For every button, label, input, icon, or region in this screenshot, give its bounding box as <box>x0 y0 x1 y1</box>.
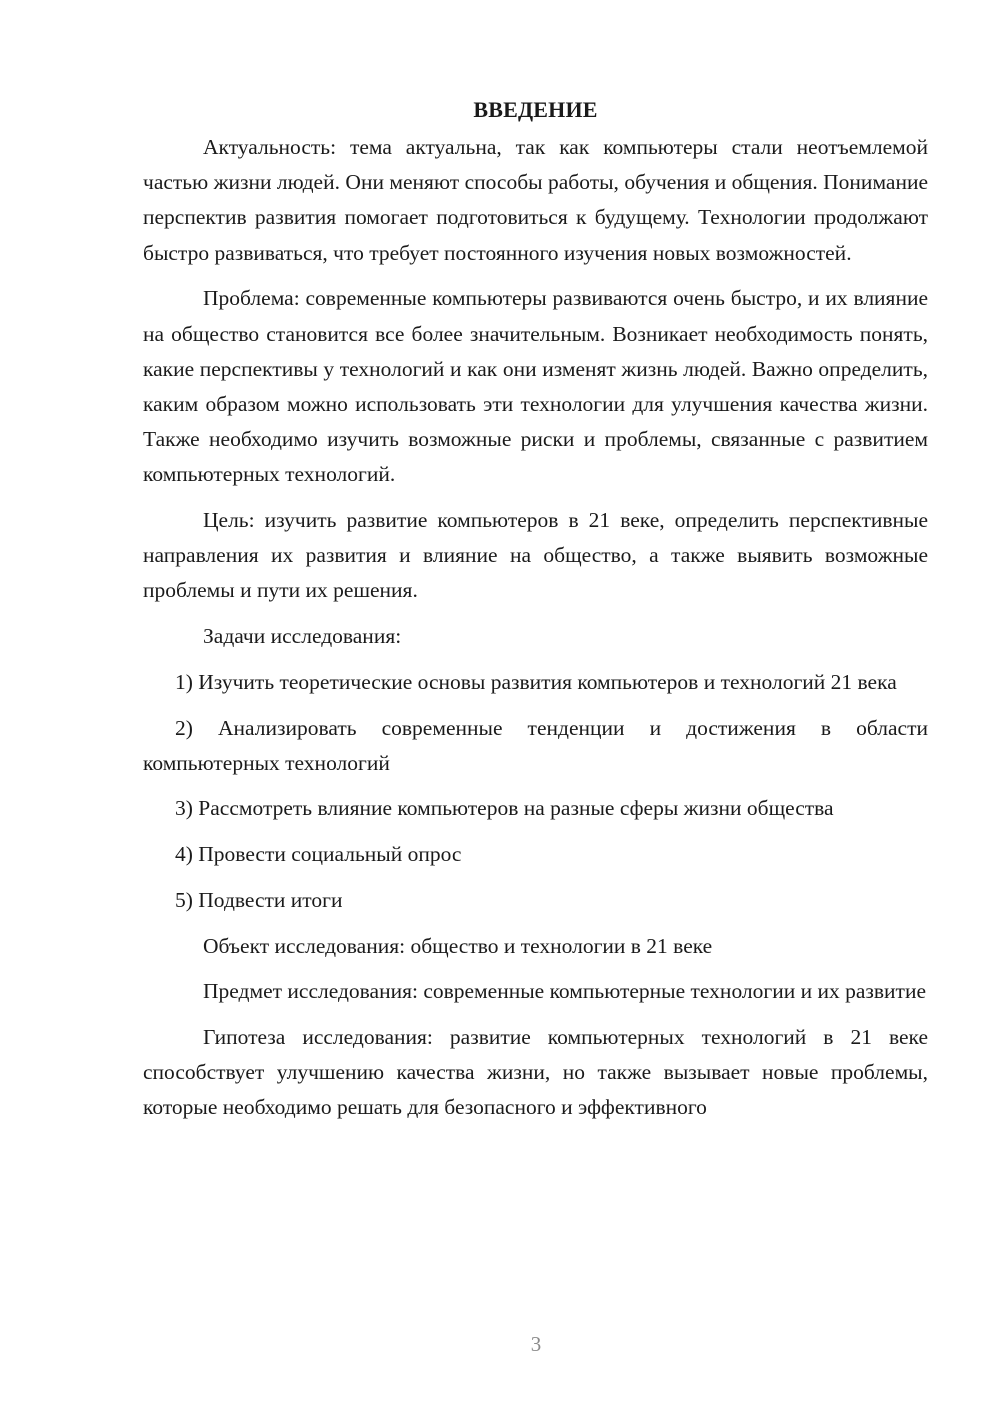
task-item: 4) Провести социальный опрос <box>175 842 462 867</box>
task-item: 1) Изучить теоретические основы развития компьютеров и технологий 21 века <box>175 669 897 694</box>
relevance-paragraph: Актуальность: тема актуальна, так как компьютеры стали неотъемлемой частью жизни людей. Они меняют способы работы, обучения и общения. Понимание перспектив развития помогает подготовиться к будущему. Технологии продолжают быстро развиваться, что требует постоянного изучения новых возможностей. <box>143 135 928 265</box>
problem-paragraph: Проблема: современные компьютеры развиваются очень быстро, и их влияние на общество становится все более значительным. Возникает необходимость понять, какие перспективы у технологий и как они изменят жизнь людей. Важно определить, каким образом можно использовать эти технологии для улучшения качества жизни. Также необходимо изучить возможные риски и проблемы, связанные с развитием компьютерных технологий. <box>143 286 928 487</box>
task-item: 2) Анализировать современные тенденции и достижения в области компьютерных технологий <box>143 715 928 775</box>
task-item: 5) Подвести итоги <box>175 887 343 912</box>
object-paragraph: Объект исследования: общество и технологии в 21 веке <box>203 933 713 958</box>
page-number: 3 <box>530 1332 542 1356</box>
hypothesis-paragraph: Гипотеза исследования: развитие компьютерных технологий в 21 веке способствует улучшению качества жизни, но также вызывает новые проблемы, которые необходимо решать для безопасного и эффективного <box>143 1024 928 1120</box>
section-heading: ВВЕДЕНИЕ <box>473 97 598 122</box>
page-body <box>143 92 928 1136</box>
tasks-heading: Задачи исследования: <box>203 624 402 649</box>
subject-paragraph: Предмет исследования: современные компьютерные технологии и их развитие <box>203 979 926 1004</box>
goal-paragraph: Цель: изучить развитие компьютеров в 21 веке, определить перспективные направления их развития и влияние на общество, а также выявить возможные проблемы и пути их решения. <box>143 508 928 603</box>
task-item: 3) Рассмотреть влияние компьютеров на разные сферы жизни общества <box>175 796 834 821</box>
